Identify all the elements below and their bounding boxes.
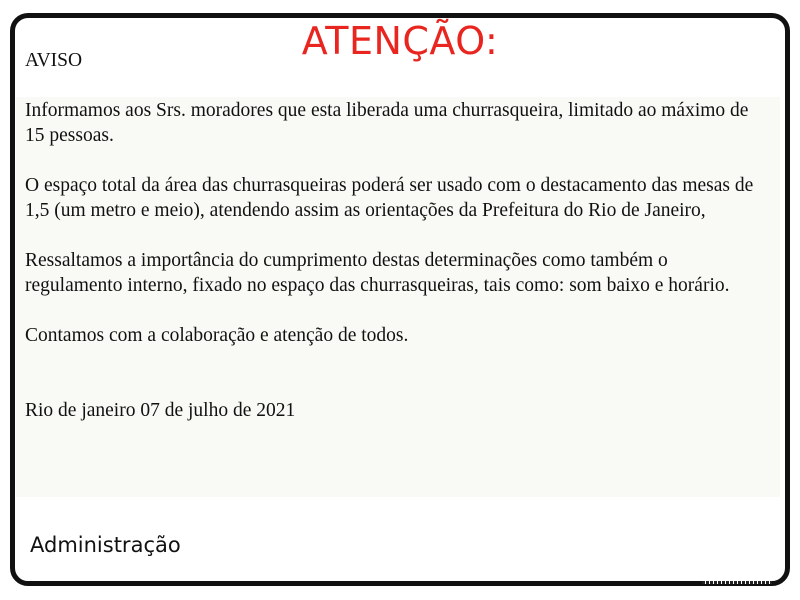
notice-body [25, 48, 755, 423]
notice-title: ATENÇÃO: [301, 19, 499, 63]
watermark-mark [702, 581, 772, 584]
signature: Administração [30, 533, 181, 557]
paragraph-3: Ressaltamos a importância do cumprimento destas determinações como também o regulamento interno, fixado no espaço das churrasqueiras, tais como: som baixo e horário. [25, 250, 730, 296]
publisher-watermark [702, 578, 772, 587]
paragraph-4: Contamos com a colaboração e atenção de todos. [25, 325, 409, 346]
notice-heading: AVISO [25, 50, 83, 71]
paragraph-2: O espaço total da área das churrasqueiras poderá ser usado com o destacamento das mesas de 1,5 (um metro e meio), atendendo assim as orientações da Prefeitura do Rio de Janeiro, [25, 175, 754, 221]
date-line: Rio de janeiro 07 de julho de 2021 [25, 400, 296, 421]
paragraph-1: Informamos aos Srs. moradores que esta liberada uma churrasqueira, limitado ao máximo de 15 pessoas. [25, 100, 749, 146]
